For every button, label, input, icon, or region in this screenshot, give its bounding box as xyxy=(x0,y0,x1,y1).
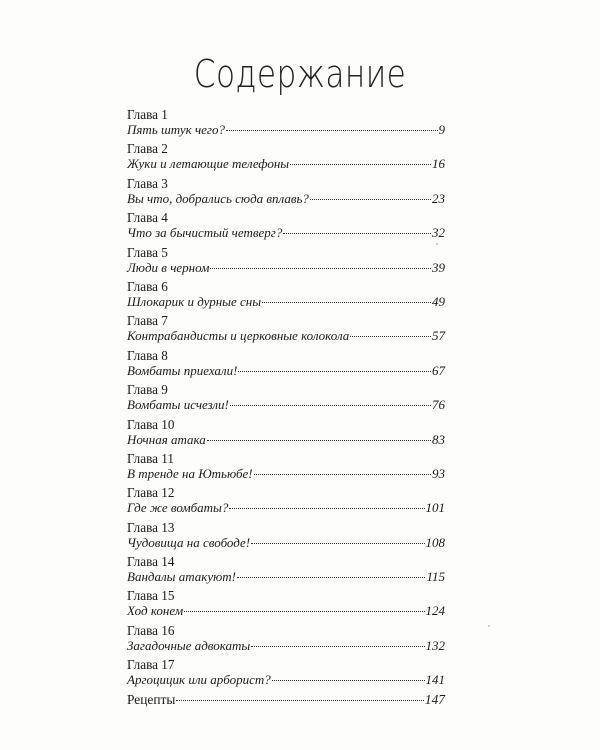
chapter-label: Глава 12 xyxy=(127,485,175,501)
chapter-label: Глава 6 xyxy=(127,278,168,294)
toc-entry xyxy=(127,382,445,416)
dot-leader xyxy=(251,543,424,544)
chapter-title: Аргоцицик или арборист? xyxy=(127,672,271,688)
entry-line xyxy=(127,225,445,241)
dot-leader xyxy=(262,302,431,303)
page-number: 76 xyxy=(432,397,445,413)
chapter-label: Глава 4 xyxy=(127,210,168,226)
chapter-label: Глава 15 xyxy=(127,588,175,604)
chapter-label: Глава 2 xyxy=(127,141,168,157)
chapter-title: Вомбаты приехали! xyxy=(127,362,238,378)
entry-line xyxy=(127,397,445,413)
dot-leader xyxy=(238,371,431,372)
toc-entry xyxy=(127,485,445,519)
toc-entry-recipes xyxy=(127,692,445,726)
toc-entry xyxy=(127,279,445,313)
chapter-label: Глава 7 xyxy=(127,313,168,329)
dot-leader xyxy=(207,440,431,441)
toc-entry xyxy=(127,623,445,657)
chapter-title: Шлокарик и дурные сны xyxy=(127,293,262,309)
page-number: 16 xyxy=(432,156,445,172)
dot-leader xyxy=(310,199,431,200)
toc-entry xyxy=(127,451,445,485)
chapter-label: Глава 11 xyxy=(127,450,174,466)
toc-entry xyxy=(127,141,445,175)
chapter-label: Глава 9 xyxy=(127,382,168,398)
entry-line xyxy=(127,122,445,138)
chapter-title: Ночная атака xyxy=(127,431,206,447)
page-title: Содержание xyxy=(193,52,407,96)
toc-entry xyxy=(127,176,445,210)
toc-entry xyxy=(127,417,445,451)
entry-line xyxy=(127,500,445,516)
chapter-title: Ход конем xyxy=(127,603,184,619)
page-number: 32 xyxy=(432,225,445,241)
chapter-title: Где же вомбаты? xyxy=(127,500,229,516)
entry-line xyxy=(127,535,445,551)
page-number: 49 xyxy=(432,293,445,309)
dot-leader xyxy=(283,233,431,234)
chapter-label: Глава 17 xyxy=(127,657,175,673)
chapter-title: Вы что, добрались сюда вплавь? xyxy=(127,190,309,206)
dot-leader xyxy=(184,611,424,612)
entry-line xyxy=(127,432,445,448)
dot-leader xyxy=(176,700,424,701)
chapter-title: Чудовища на свободе! xyxy=(127,534,251,550)
chapter-title: Пять штук чего? xyxy=(127,122,226,137)
chapter-label: Глава 10 xyxy=(127,416,175,432)
dot-leader xyxy=(254,474,431,475)
page-number: 93 xyxy=(432,465,445,481)
dot-leader xyxy=(229,508,424,509)
dot-leader xyxy=(237,577,425,578)
entry-line xyxy=(127,156,445,172)
dot-leader xyxy=(251,646,424,647)
page-number: 141 xyxy=(425,672,445,688)
chapter-label: Глава 1 xyxy=(127,107,168,122)
entry-line xyxy=(127,638,445,654)
page-number: 23 xyxy=(432,190,445,206)
toc-entry xyxy=(127,245,445,279)
recipes-title: Рецепты xyxy=(127,691,176,707)
toc-entry xyxy=(127,348,445,382)
page-number: 132 xyxy=(425,637,445,653)
entry-line xyxy=(127,692,445,708)
chapter-label: Глава 13 xyxy=(127,519,175,535)
entry-line xyxy=(127,672,445,688)
dot-leader xyxy=(210,268,431,269)
chapter-label: Глава 16 xyxy=(127,622,175,638)
dot-leader xyxy=(290,164,431,165)
chapter-title: Вандалы атакуют! xyxy=(127,569,236,585)
chapter-title: Контрабандисты и церковные колокола xyxy=(127,328,350,344)
toc-entry xyxy=(127,588,445,622)
entry-line xyxy=(127,260,445,276)
chapter-title: Жуки и летающие телефоны xyxy=(127,156,290,172)
page-number: 67 xyxy=(432,362,445,378)
chapter-label: Глава 14 xyxy=(127,554,175,570)
toc-entry xyxy=(127,107,445,141)
page-number: 124 xyxy=(425,603,445,619)
page-number: 115 xyxy=(426,569,445,585)
dot-leader xyxy=(226,130,437,131)
scan-speck xyxy=(436,243,438,245)
chapter-title: В тренде на Ютьюбе! xyxy=(127,465,253,481)
page-number: 9 xyxy=(438,122,445,137)
entry-line xyxy=(127,603,445,619)
chapter-label: Глава 5 xyxy=(127,244,168,260)
page-number: 39 xyxy=(432,259,445,275)
chapter-title: Вомбаты исчезли! xyxy=(127,397,229,413)
page-number: 147 xyxy=(424,691,445,707)
scan-speck xyxy=(488,625,490,627)
entry-line xyxy=(127,569,445,585)
entry-line xyxy=(127,466,445,482)
page-number: 83 xyxy=(432,431,445,447)
entry-line xyxy=(127,191,445,207)
dot-leader xyxy=(272,680,425,681)
toc-entry xyxy=(127,554,445,588)
toc-entry xyxy=(127,520,445,554)
chapter-title: Что за бычистый четверг? xyxy=(127,225,283,241)
chapter-title: Люди в черном xyxy=(127,259,210,275)
chapter-title: Загадочные адвокаты xyxy=(127,637,251,653)
entry-line xyxy=(127,328,445,344)
chapter-label: Глава 3 xyxy=(127,175,168,191)
toc-entry xyxy=(127,657,445,691)
page-number: 101 xyxy=(425,500,445,516)
page-number: 108 xyxy=(425,534,445,550)
toc-entry xyxy=(127,313,445,347)
dot-leader xyxy=(350,336,431,337)
toc-entry xyxy=(127,210,445,244)
table-of-contents xyxy=(127,107,445,726)
entry-line xyxy=(127,363,445,379)
entry-line xyxy=(127,294,445,310)
dot-leader xyxy=(230,405,431,406)
page-number: 57 xyxy=(432,328,445,344)
chapter-label: Глава 8 xyxy=(127,347,168,363)
